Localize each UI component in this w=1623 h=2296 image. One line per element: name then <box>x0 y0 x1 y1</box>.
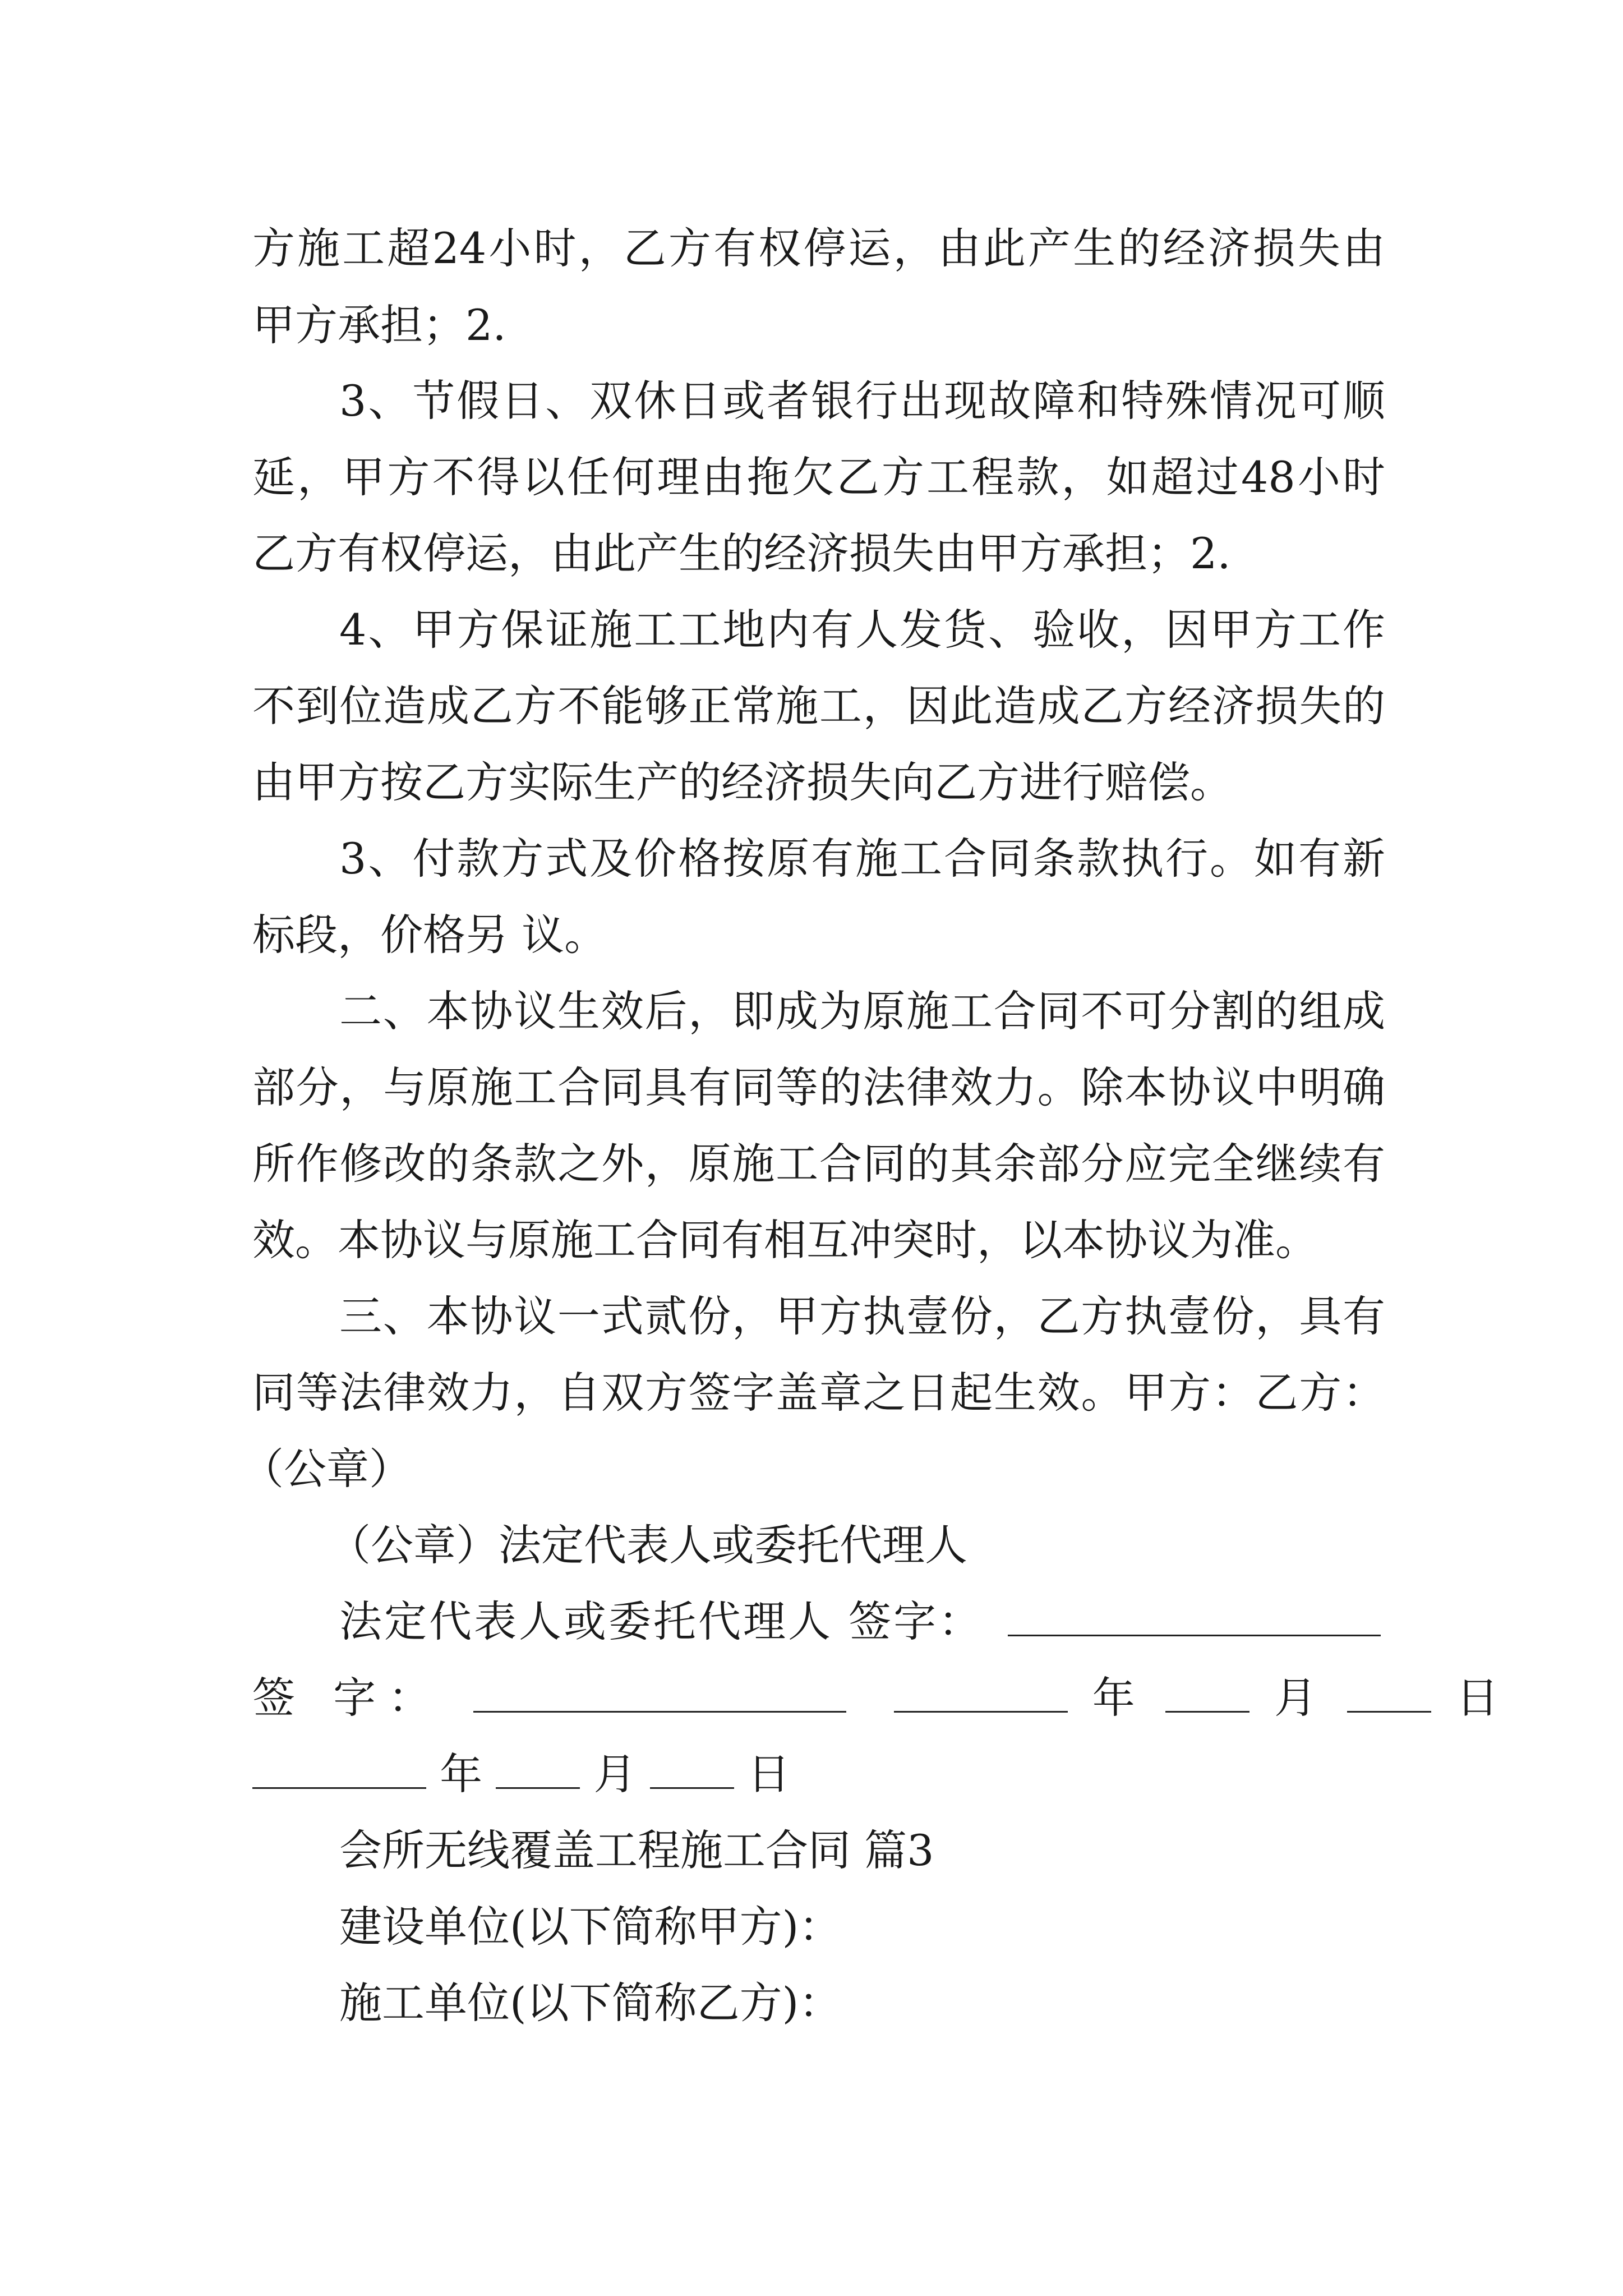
party-a-line: 建设单位(以下简称甲方)： <box>339 1902 842 1952</box>
paragraph-line: 所作修改的条款之外，原施工合同的其余部分应完全继续有 <box>252 1139 1385 1189</box>
year-blank[interactable] <box>894 1666 1068 1713</box>
party-b-line: 施工单位(以下简称乙方)： <box>339 1978 842 2028</box>
paragraph-line: 由甲方按乙方实际生产的经济损失向乙方进行赔偿。 <box>252 757 1233 807</box>
section-title: 会所无线覆盖工程施工合同 篇3 <box>339 1825 934 1875</box>
month-label: 月 <box>1274 1673 1317 1723</box>
paragraph-line: 延，甲方不得以任何理由拖欠乙方工程款，如超过48小时 <box>252 452 1385 502</box>
paragraph-line: 3、节假日、双休日或者银行出现故障和特殊情况可顺 <box>339 376 1385 426</box>
paragraph-line: 方施工超24小时，乙方有权停运，由此产生的经济损失由 <box>252 223 1385 273</box>
date-row <box>252 1732 790 1816</box>
signature-blank[interactable] <box>1008 1590 1381 1636</box>
day-label: 日 <box>747 1749 790 1799</box>
day-blank[interactable] <box>650 1742 734 1789</box>
paragraph-line: 3、付款方式及价格按原有施工合同条款执行。如有新 <box>339 834 1385 884</box>
signature-label: 签 字： <box>252 1673 444 1723</box>
paragraph-line: 4、甲方保证施工工地内有人发货、验收，因甲方工作 <box>339 605 1385 655</box>
seal-note: （公章） <box>241 1444 412 1494</box>
paragraph-line: 同等法律效力，自双方签字盖章之日起生效。甲方：乙方： <box>252 1368 1385 1418</box>
paragraph-line: 二、本协议生效后，即成为原施工合同不可分割的组成 <box>339 986 1385 1036</box>
year-label: 年 <box>1092 1673 1135 1723</box>
paragraph-line: 部分，与原施工合同具有同等的法律效力。除本协议中明确 <box>252 1062 1385 1112</box>
signature-row-2 <box>252 1656 1498 1740</box>
representative-line: （公章）法定代表人或委托代理人 <box>328 1520 967 1570</box>
year-blank[interactable] <box>252 1742 426 1789</box>
year-label: 年 <box>440 1749 483 1799</box>
paragraph-line: 乙方有权停运，由此产生的经济损失由甲方承担；2. <box>252 528 1231 578</box>
paragraph-line: 效。本协议与原施工合同有相互冲突时，以本协议为准。 <box>252 1215 1318 1265</box>
paragraph-line: 甲方承担；2. <box>252 300 506 350</box>
signature-row-1 <box>339 1580 1381 1664</box>
month-label: 月 <box>593 1749 637 1799</box>
day-blank[interactable] <box>1347 1666 1431 1713</box>
paragraph-line: 三、本协议一式贰份，甲方执壹份，乙方执壹份，具有 <box>339 1291 1385 1341</box>
signature-label: 法定代表人或委托代理人 签字： <box>339 1596 984 1646</box>
signature-blank[interactable] <box>473 1666 846 1713</box>
paragraph-line: 不到位造成乙方不能够正常施工，因此造成乙方经济损失的 <box>252 681 1385 731</box>
paragraph-line: 标段，价格另 议。 <box>252 910 607 960</box>
month-blank[interactable] <box>496 1742 580 1789</box>
day-label: 日 <box>1456 1673 1499 1723</box>
month-blank[interactable] <box>1165 1666 1249 1713</box>
